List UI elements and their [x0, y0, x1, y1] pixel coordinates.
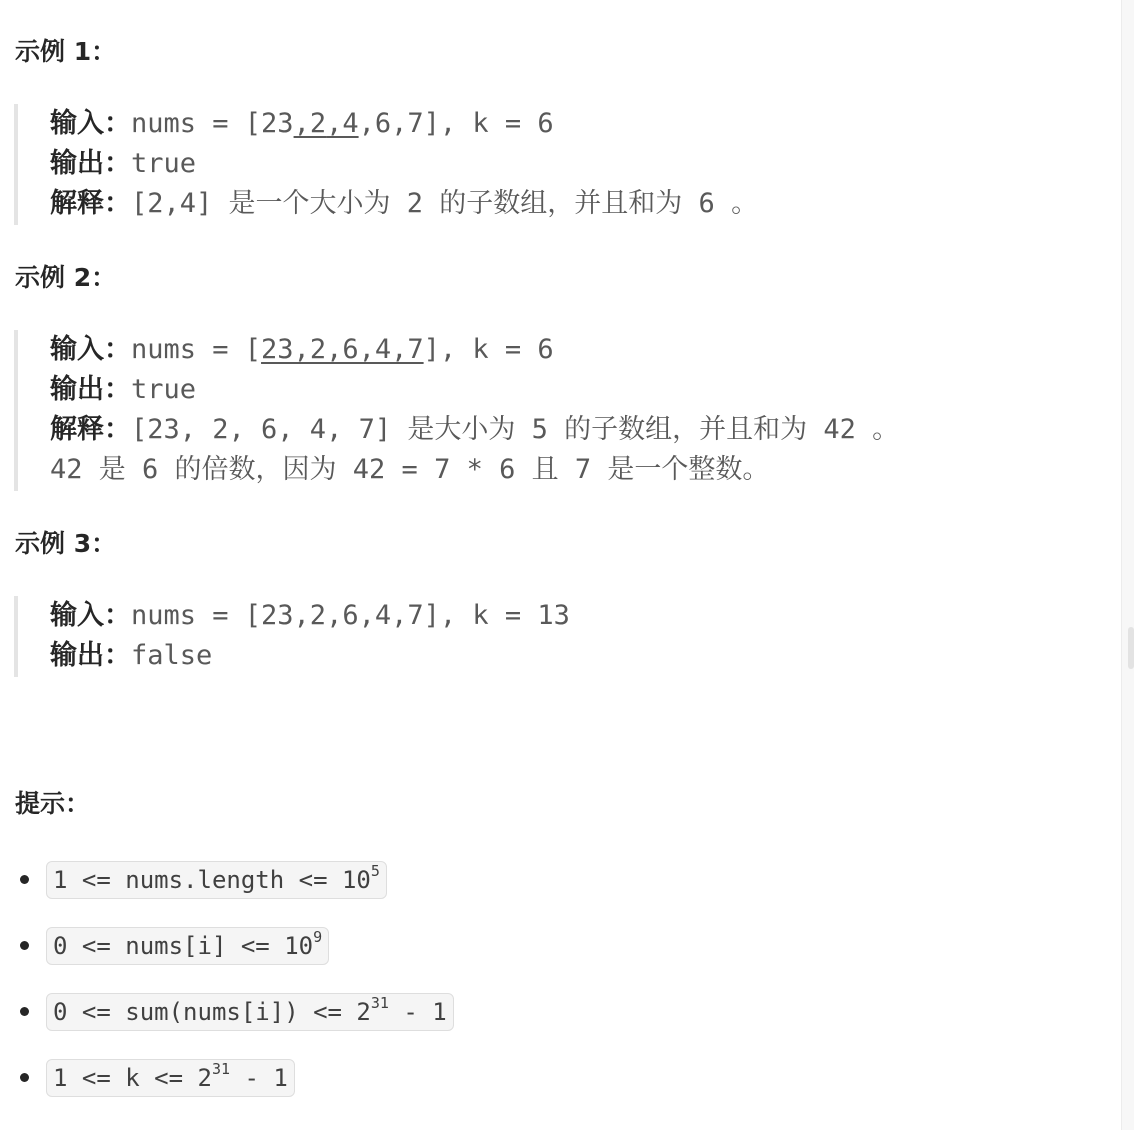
constraint-exponent: 31: [211, 1060, 231, 1078]
bullet-icon: [20, 1073, 29, 1082]
input-value-underlined: 23,2,6,4,7: [261, 334, 424, 365]
example-1-block: [14, 104, 1014, 225]
constraint-exponent: 5: [370, 862, 380, 880]
example-2-input-line: [50, 330, 554, 370]
hints-heading: 提示：: [15, 789, 91, 818]
example-3-input-line: [50, 596, 570, 636]
example-1-input-line: [50, 104, 554, 144]
constraint-text: 1 <= nums.length <= 10: [53, 866, 371, 894]
input-label: 输入：: [50, 600, 131, 631]
bullet-icon: [20, 875, 29, 884]
input-value: nums = [23,2,6,4,7], k = 13: [131, 600, 570, 631]
explanation-value: [23, 2, 6, 4, 7] 是大小为 5 的子数组，并且和为 42 。: [131, 414, 900, 445]
constraint-item: [46, 861, 387, 899]
example-3-output-line: [50, 636, 212, 676]
output-label: 输出：: [50, 374, 131, 405]
input-label: 输入：: [50, 334, 131, 365]
output-value: true: [131, 374, 197, 405]
constraint-exponent: 9: [313, 928, 323, 946]
scrollbar-thumb[interactable]: [1128, 627, 1134, 669]
input-value-prefix: nums = [: [131, 334, 262, 365]
constraint-tail: - 1: [388, 998, 447, 1026]
constraint-tail: - 1: [230, 1064, 288, 1092]
constraint-text: 0 <= nums[i] <= 10: [53, 932, 314, 960]
constraint-item: [46, 927, 329, 965]
vertical-scrollbar[interactable]: [1121, 0, 1134, 1130]
example-1-explanation-line: [50, 184, 758, 224]
constraint-text: 1 <= k <= 2: [53, 1064, 212, 1092]
constraint-item: [46, 1059, 295, 1097]
input-value-suffix: ,6,7], k = 6: [358, 108, 554, 139]
example-1-output-line: [50, 144, 196, 184]
constraint-exponent: 31: [370, 994, 389, 1012]
example-1-heading: 示例 1：: [15, 37, 117, 66]
explanation-value: [2,4] 是一个大小为 2 的子数组，并且和为 6 。: [131, 188, 759, 219]
input-value-underlined-2: ,4: [326, 108, 359, 139]
constraint-text: 0 <= sum(nums[i]) <= 2: [53, 998, 371, 1026]
example-3-block: [14, 596, 1014, 677]
example-3-heading: 示例 3：: [15, 529, 117, 558]
example-2-block: [14, 330, 1014, 491]
output-value: false: [131, 640, 213, 671]
input-label: 输入：: [50, 108, 131, 139]
example-2-explanation-continued: [50, 450, 769, 490]
explanation-value-line-2: 42 是 6 的倍数，因为 42 = 7 * 6 且 7 是一个整数。: [50, 454, 770, 485]
input-value-underlined-1: ,2: [293, 108, 327, 139]
input-value-prefix: nums = [23: [131, 108, 294, 139]
bullet-icon: [20, 1007, 29, 1016]
bullet-icon: [20, 941, 29, 950]
output-label: 输出：: [50, 148, 131, 179]
explanation-label: 解释：: [50, 188, 131, 219]
example-2-explanation-line: [50, 410, 899, 450]
output-label: 输出：: [50, 640, 131, 671]
input-value-suffix: ], k = 6: [423, 334, 554, 365]
constraint-item: [46, 993, 454, 1031]
explanation-label: 解释：: [50, 414, 131, 445]
example-2-output-line: [50, 370, 196, 410]
example-2-heading: 示例 2：: [15, 263, 117, 292]
output-value: true: [131, 148, 197, 179]
